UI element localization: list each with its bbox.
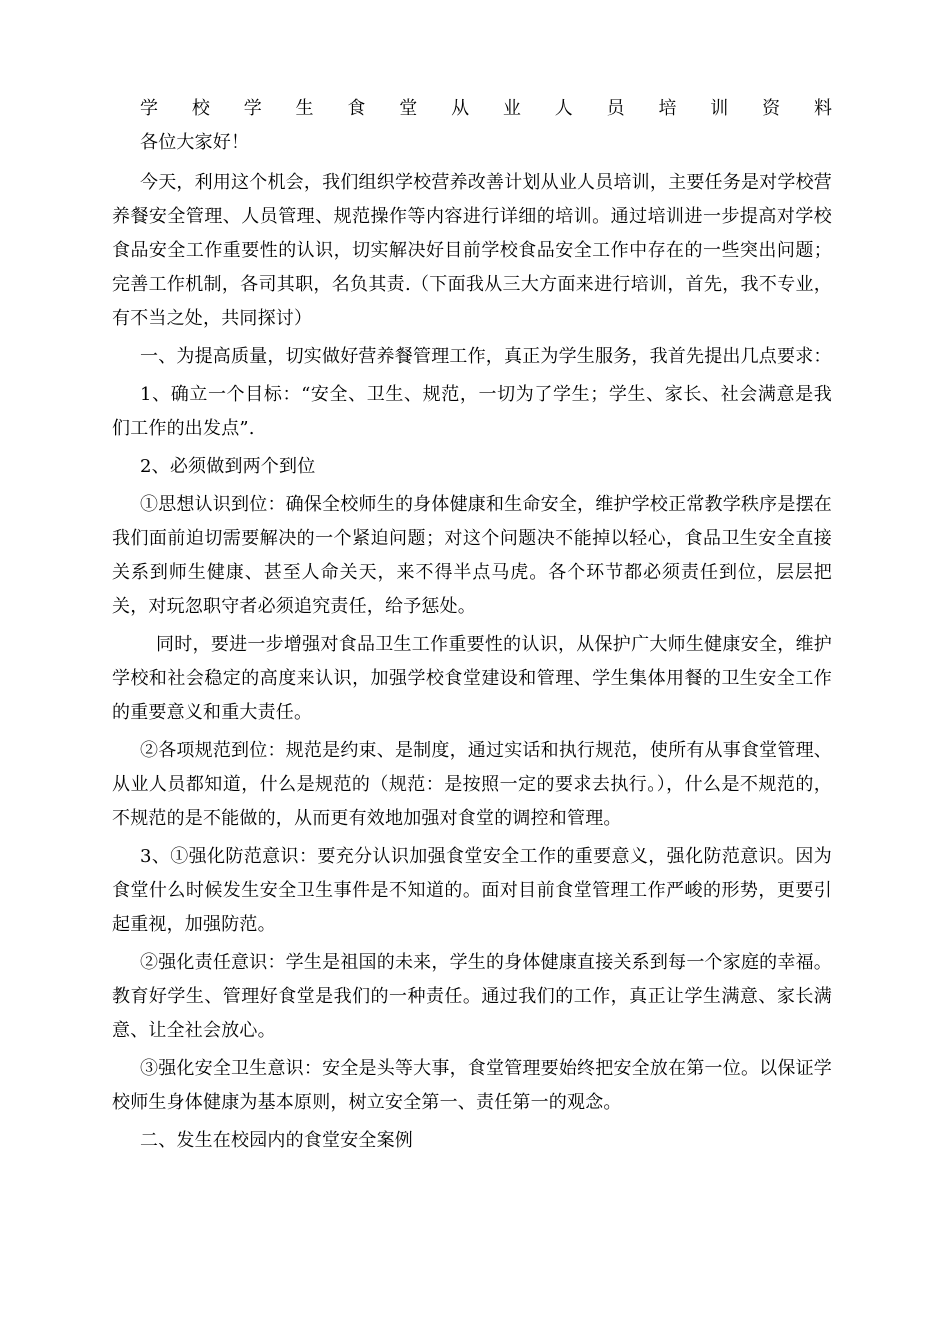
document-body [112,92,832,1158]
title-char: 堂 [399,98,418,119]
title-char: 员 [606,98,625,119]
title-char: 校 [191,98,210,119]
title-char: 人 [554,98,573,119]
paragraph-intro: 今天，利用这个机会，我们组织学校营养改善计划从业人员培训，主要任务是对学校营养餐安全管理、人员管理、规范操作等内容进行详细的培训。通过培训进一步提高对学校食品安全工作重要性的认识，切实解决好目前学校食品安全工作中存在的一些突出问题；完善工作机制，各司其职，名负其责.（下面我从三大方面来进行培训，首先，我不专业，有不当之处，共同探讨） [112,172,832,329]
title-char: 学 [243,98,262,119]
title-char: 从 [451,98,470,119]
title-char: 资 [762,98,781,119]
title-char: 料 [813,98,832,119]
paragraph-thinking: ①思想认识到位：确保全校师生的身体健康和生命安全，维护学校正常教学秩序是摆在我们面前迫切需要解决的一个紧迫问题；对这个问题决不能掉以轻心，食品卫生安全直接关系到师生健康、甚至人命关天，来不得半点马虎。各个环节都必须责任到位，层层把关，对玩忽职守者必须追究责任，给予惩处。 [112,494,832,617]
greeting: 各位大家好！ [140,132,250,153]
title-char: 生 [295,98,314,119]
title-char: 食 [347,98,366,119]
paragraph-safety: ③强化安全卫生意识：安全是头等大事，食堂管理要始终把安全放在第一位。以保证学校师生身体健康为基本原则，树立安全第一、责任第一的观念。 [112,1058,832,1113]
document-title [112,92,832,126]
title-char: 业 [502,98,521,119]
paragraph-prevention: 3、①强化防范意识：要充分认识加强食堂安全工作的重要意义，强化防范意识。因为食堂什么时候发生安全卫生事件是不知道的。面对目前食堂管理工作严峻的形势，更要引起重视，加强防范。 [112,846,832,935]
title-char: 培 [658,98,677,119]
paragraph-responsibility: ②强化责任意识：学生是祖国的未来，学生的身体健康直接关系到每一个家庭的幸福。教育好学生、管理好食堂是我们的一种责任。通过我们的工作，真正让学生满意、家长满意、让全社会放心。 [112,952,832,1041]
title-char: 学 [140,98,158,119]
paragraph-norms: ②各项规范到位：规范是约束、是制度，通过实话和执行规范，使所有从事食堂管理、从业人员都知道，什么是规范的（规范：是按照一定的要求去执行。），什么是不规范的，不规范的是不能做的，从而更有效地加强对食堂的调控和管理。 [112,740,832,829]
title-char: 训 [710,98,729,119]
section-heading-2: 二、发生在校园内的食堂安全案例 [140,1130,413,1151]
paragraph-meanwhile: 同时，要进一步增强对食品卫生工作重要性的认识，从保护广大师生健康安全，维护学校和社会稳定的高度来认识，加强学校食堂建设和管理、学生集体用餐的卫生安全工作的重要意义和重大责任。 [112,634,832,723]
paragraph-goal: 1、确立一个目标：“安全、卫生、规范，一切为了学生；学生、家长、社会满意是我们工作的出发点”. [112,384,832,439]
section-heading-1: 一、为提高质量，切实做好营养餐管理工作，真正为学生服务，我首先提出几点要求： [140,346,832,367]
paragraph-two-in-place: 2、必须做到两个到位 [140,456,316,477]
